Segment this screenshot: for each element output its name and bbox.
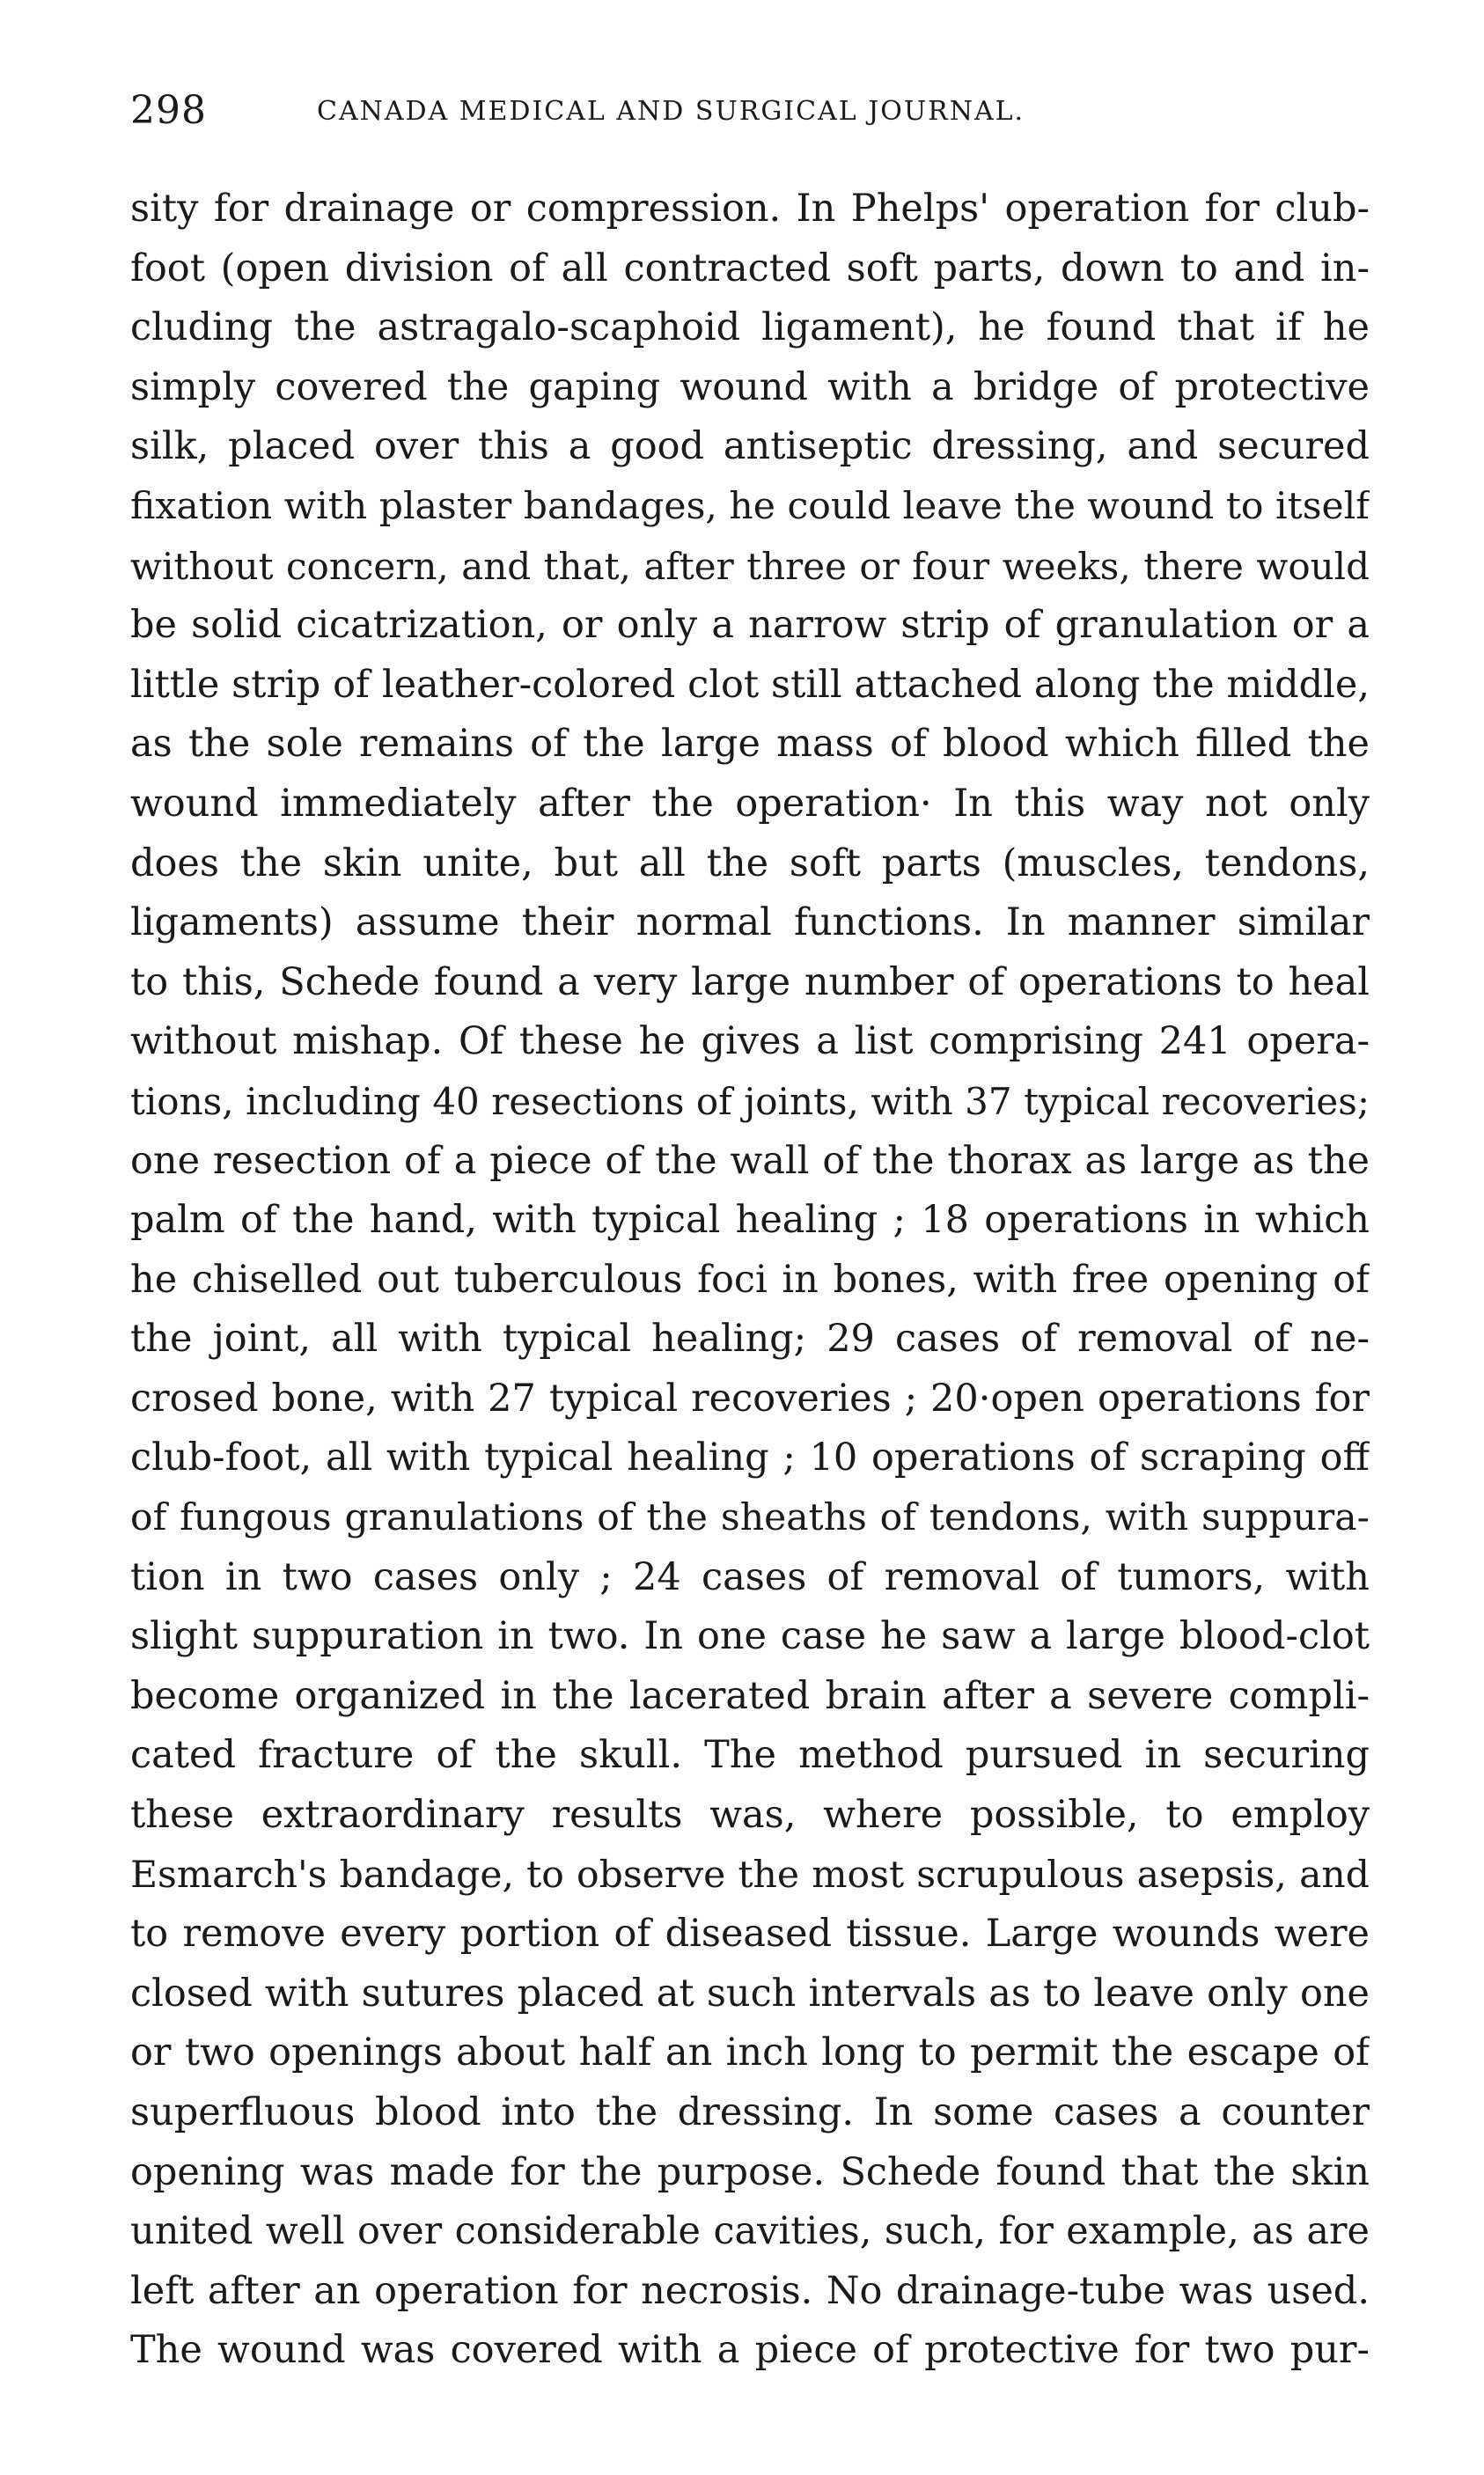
text-line: without mishap. Of these he gives a list comprising 241 opera- bbox=[130, 1019, 1370, 1064]
text-line: to this, Schede found a very large number of operations to heal bbox=[130, 959, 1370, 1004]
text-line: united well over considerable cavities, such, for example, as are bbox=[130, 2209, 1370, 2254]
text-line: foot (open division of all contracted soft parts, down to and in- bbox=[130, 246, 1370, 290]
text-line: left after an operation for necrosis. No drainage-tube was used. bbox=[130, 2268, 1370, 2313]
text-line: without concern, and that, after three or four weeks, there would bbox=[130, 544, 1370, 588]
text-line: fixation with plaster bandages, he could leave the wound to itself bbox=[130, 484, 1370, 528]
text-line: crosed bone, with 27 typical recoveries ; 20·open operations for bbox=[130, 1376, 1370, 1421]
text-line: as the sole remains of the large mass of blood which filled the bbox=[130, 722, 1370, 767]
text-line: club-foot, all with typical healing ; 10 operations of scraping off bbox=[130, 1436, 1370, 1480]
text-line: opening was made for the purpose. Schede found that the skin bbox=[130, 2149, 1370, 2194]
text-line: cluding the astragalo-scaphoid ligament), he found that if he bbox=[130, 305, 1370, 350]
text-line: to remove every portion of diseased tissue. Large wounds were bbox=[130, 1912, 1370, 1957]
text-line: does the skin unite, but all the soft parts (muscles, tendons, bbox=[130, 841, 1370, 885]
text-line: little strip of leather-colored clot still attached along the middle, bbox=[130, 662, 1370, 707]
text-line: wound immediately after the operation· In this way not only bbox=[130, 781, 1370, 826]
text-line: these extraordinary results was, where possible, to employ bbox=[130, 1793, 1370, 1838]
body-text bbox=[130, 180, 1370, 2381]
text-line: tion in two cases only ; 24 cases of removal of tumors, with bbox=[130, 1554, 1370, 1599]
text-line: he chiselled out tuberculous foci in bones, with free opening of bbox=[130, 1257, 1370, 1302]
text-line: cated fracture of the skull. The method pursued in securing bbox=[130, 1733, 1370, 1778]
text-line: simply covered the gaping wound with a bridge of protective bbox=[130, 364, 1370, 409]
text-line: slight suppuration in two. In one case he saw a large blood-clot bbox=[130, 1614, 1370, 1659]
text-line: closed with sutures placed at such intervals as to leave only one bbox=[130, 1971, 1370, 2016]
text-line: one resection of a piece of the wall of the thorax as large as the bbox=[130, 1138, 1370, 1183]
text-line: or two openings about half an inch long to permit the escape of bbox=[130, 2031, 1370, 2075]
text-line: silk, placed over this a good antiseptic dressing, and secured bbox=[130, 424, 1370, 469]
text-line: Esmarch's bandage, to observe the most scrupulous asepsis, and bbox=[130, 1853, 1370, 1897]
text-line: the joint, all with typical healing; 29 cases of removal of ne- bbox=[130, 1317, 1370, 1362]
text-line: palm of the hand, with typical healing ; 18 operations in which bbox=[130, 1198, 1370, 1243]
text-line: The wound was covered with a piece of protective for two pur- bbox=[130, 2328, 1370, 2373]
text-line: superfluous blood into the dressing. In some cases a counter bbox=[130, 2090, 1370, 2134]
page-number: 298 bbox=[130, 88, 207, 133]
text-line: ligaments) assume their normal functions. In manner similar bbox=[130, 900, 1370, 945]
text-line: sity for drainage or compression. In Phelps' operation for club- bbox=[130, 187, 1370, 231]
text-line: become organized in the lacerated brain after a severe compli- bbox=[130, 1673, 1370, 1718]
text-line: be solid cicatrization, or only a narrow strip of granulation or a bbox=[130, 603, 1370, 648]
journal-title: CANADA MEDICAL AND SURGICAL JOURNAL. bbox=[317, 96, 1025, 127]
running-head bbox=[130, 84, 1363, 137]
text-line: tions, including 40 resections of joints, with 37 typical recoveries; bbox=[130, 1079, 1370, 1123]
text-line: of fungous granulations of the sheaths of tendons, with suppura- bbox=[130, 1496, 1370, 1540]
